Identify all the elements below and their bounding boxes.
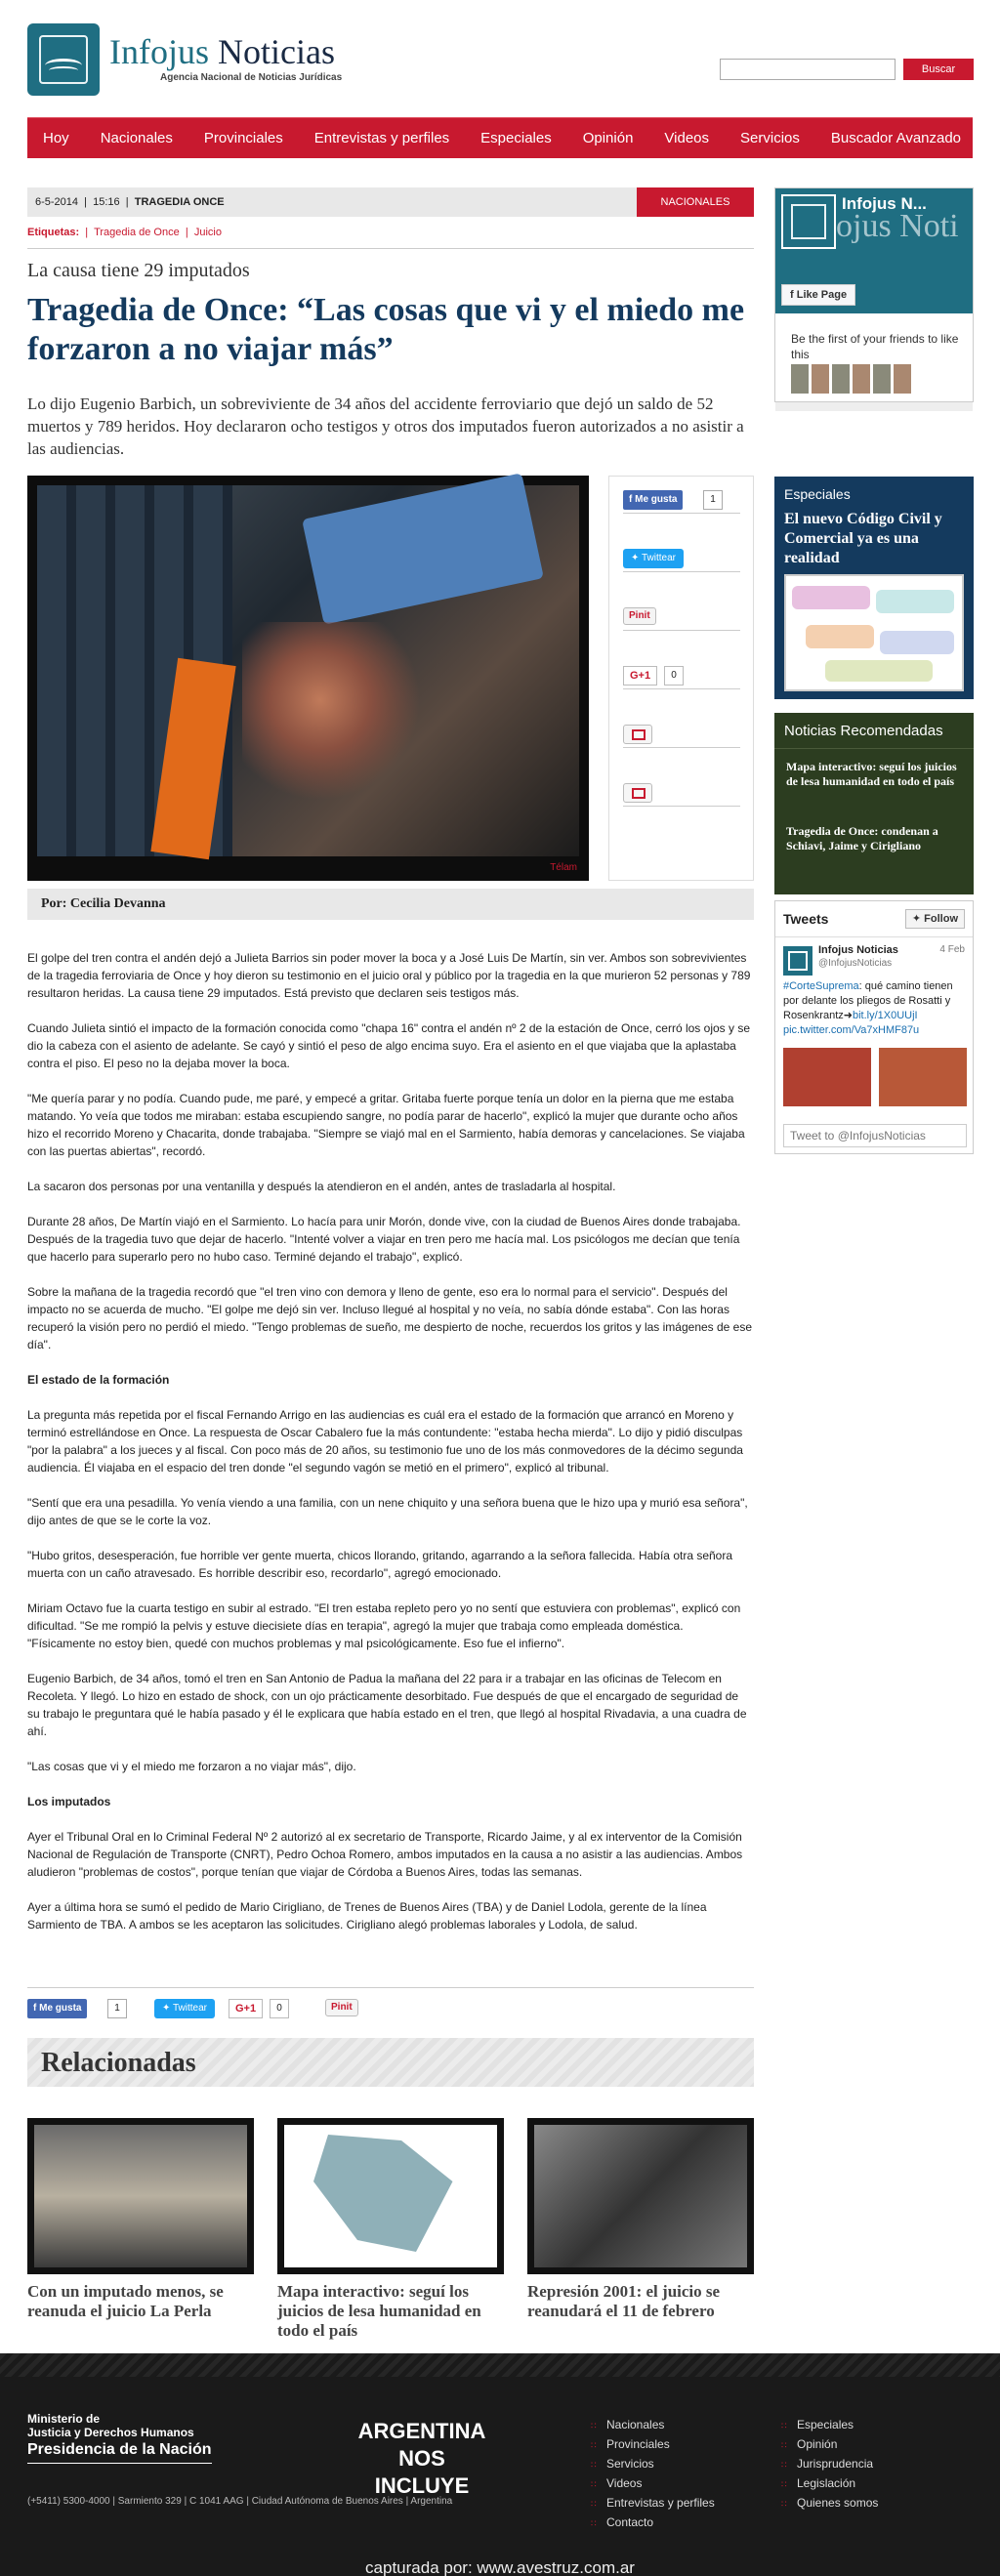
footer-link[interactable]: ∷ Contacto [591, 2515, 654, 2529]
tags-label: Etiquetas: [27, 227, 80, 238]
facebook-icon: f [33, 2003, 37, 2014]
share-column [608, 476, 754, 881]
share-print [623, 725, 740, 748]
facebook-like-button[interactable]: f Me gusta [623, 490, 683, 510]
share-email [623, 783, 740, 807]
facebook-like-count: 1 [107, 1999, 127, 2018]
tweet-avatar[interactable] [783, 946, 812, 976]
footer-link[interactable]: ∷ Servicios [591, 2457, 654, 2471]
twitter-bird-icon: ✦ [162, 2003, 171, 2014]
googleplus-button[interactable]: G+1 [229, 1999, 263, 2018]
site-logo[interactable] [27, 23, 389, 96]
related-thumbnail[interactable] [527, 2118, 754, 2274]
paragraph: Sobre la mañana de la tragedia recordó que "el tren vino con demora y lleno de gente, eso era lo normal para el servicio". Después del impacto no se acuerda de mucho. "El golpe me dejó sin ver. Incluso llegué al hospital y no veía, no sabía dónde estaba". Con las horas recuperó la visión pero no perdió el miedo. "Tengo problemas de sueño, me despierto de noche, recuerdos los gritos y las imágenes de ese día". [27, 1285, 753, 1351]
friends-like-text: Be the first of your friends to like this [791, 332, 959, 361]
subheading: El estado de la formación [27, 1373, 170, 1387]
main-nav [27, 117, 973, 158]
footer-link[interactable]: ∷ Opinión [781, 2437, 838, 2451]
googleplus-count: 0 [270, 1999, 289, 2018]
argentina-logo: ARGENTINA NOS INCLUYE [357, 2419, 486, 2498]
nav-item-buscador[interactable]: Buscador Avanzado [830, 130, 962, 146]
article-topic: TRAGEDIA ONCE [134, 196, 225, 208]
recommended-item[interactable]: Tragedia de Once: condenan a Schiavi, Jaime y Cirigliano [786, 824, 938, 852]
paragraph: "Sentí que era una pesadilla. Yo venía viendo a una familia, con un nene chiquito y una señora buena que le hizo upa y murió esa señora", dijo antes de que se le corte la voz. [27, 1496, 748, 1527]
author: Por: Cecilia Devanna [41, 896, 166, 911]
byline-bar [27, 889, 754, 920]
footer-link[interactable]: ∷ Especiales [781, 2418, 854, 2431]
email-button[interactable] [623, 783, 652, 803]
page-avatar [781, 194, 836, 249]
nav-item-videos[interactable]: Videos [664, 130, 710, 146]
facebook-page-widget [774, 187, 974, 402]
paragraph: "Me quería parar y no podía. Cuando pude, me paré, y empecé a gritar. Gritaba fuerte porque tenía un dolor en la pierna que me estaba matando. Yo veía que todos me miraban: estaba escupiendo sangre, no podía parar de hacerlo", explicó la mujer que durante ocho años hizo el recorrido Moreno y Chacarita, donde trabajaba. "Siempre se viajó mal en el Sarmiento, había demoras y cancelaciones. Se viajaba con las puertas abiertas", recordó. [27, 1092, 745, 1158]
ministry-logo[interactable]: Ministerio de Justicia y Derechos Humanos Presidencia de la Nación [27, 2412, 212, 2464]
like-page-button[interactable]: f Like Page [781, 284, 855, 306]
recommended-item[interactable]: Mapa interactivo: seguí los juicios de lesa humanidad en todo el país [786, 760, 957, 788]
paragraph: La sacaron dos personas por una ventanilla y después la atendieron en el andén, antes de trasladarla al hospital. [27, 1180, 616, 1193]
nav-item-nacionales[interactable]: Nacionales [100, 130, 173, 146]
share-googleplus [623, 666, 740, 689]
divider [27, 1987, 754, 1988]
pinit-button[interactable]: Pinit [623, 607, 656, 625]
envelope-icon [632, 788, 646, 799]
footer-link[interactable]: ∷ Nacionales [591, 2418, 665, 2431]
paragraph: Cuando Julieta sintió el impacto de la formación conocida como "chapa 16" contra el andén nº 2 de la estación de Once, cerró los ojos y se dio la cabeza con el asiento de adelante. Se cayó y sintió el peso de algo encima suyo. Era el asiento en el que viajaba que la aplastaba contra el piso. El peso no la dejaba mover la boca. [27, 1021, 750, 1070]
widget-scrollbar[interactable] [775, 401, 973, 411]
twitter-bird-icon: ✦ [911, 913, 922, 925]
share-twitter [623, 549, 740, 572]
tweet-button[interactable]: ✦ Twittear [154, 1999, 215, 2018]
article-date: 6-5-2014 [35, 196, 79, 208]
paragraph: Durante 28 años, De Martín viajó en el Sarmiento. Lo hacía para unir Morón, donde vive, con la ciudad de Buenos Aires donde trabajaba. Después de la tragedia tuvo que dejar de hacerlo. "Intenté volver a viajar en tren pero me hacía mal. Los psicólogos me decían que tenía que hacerlo para superarlo pero no hubo caso. Terminé dejando el trabajo", explicó. [27, 1215, 741, 1264]
especiales-box[interactable] [774, 477, 974, 699]
facebook-icon: f [629, 494, 633, 505]
tweet-photo[interactable] [783, 1048, 967, 1106]
footer-link[interactable]: ∷ Provinciales [591, 2437, 670, 2451]
googleplus-button[interactable]: G+1 [623, 666, 657, 686]
footer-links-col1 [591, 2416, 715, 2533]
paragraph: La pregunta más repetida por el fiscal Fernando Arrigo en las audiencias es cuál era el estado de la formación que arrancó en Moreno y terminó estrellándose en Once. La respuesta de Oscar Cabalero fue la más contundente: "estaba hecha mierda". Lo dijo y pidió disculpas "por la palabra" a los jueces y al fiscal. Con poco más de 20 años, su testimonio fue uno de los más conmovedores de la décimo segunda audiencia. Él viajaba en el espacio del tren donde "el segundo vagón se metió en el primero", explicó al tribunal. [27, 1408, 743, 1475]
tweet-to-input[interactable]: Tweet to @InfojusNoticias [783, 1124, 967, 1147]
tweet-date[interactable]: 4 Feb [939, 944, 965, 955]
nav-item-opinion[interactable]: Opinión [582, 130, 634, 146]
divider [27, 248, 754, 249]
article-meta: 6-5-2014 | 15:16 | TRAGEDIA ONCE [35, 196, 225, 208]
related-item[interactable] [527, 2118, 754, 2321]
tweet-link[interactable]: pic.twitter.com/Va7xHMF87u [783, 1024, 920, 1036]
footer-link[interactable]: ∷ Legislación [781, 2476, 856, 2490]
paragraph: El golpe del tren contra el andén dejó a Julieta Barrios sin poder mover la boca y a José Luis De Martín, sin ver. Ambos son sobrevivientes de la tragedia ferroviaria de Once y hoy dieron su testimonio en el juicio oral y público por la tragedia en la que murieron 52 personas y 789 resultaron heridas. La causa tiene 29 imputados. Está previsto que declaren seis testigos más. [27, 951, 751, 1000]
footer-links-col2 [781, 2416, 878, 2514]
related-title: Relacionadas [41, 2048, 196, 2078]
share-facebook [623, 490, 740, 514]
nav-item-servicios[interactable]: Servicios [740, 130, 800, 146]
search-input[interactable] [720, 59, 896, 80]
share-pinterest [623, 607, 740, 631]
paragraph: Ayer el Tribunal Oral en lo Criminal Federal Nº 2 autorizó al ex secretario de Transporte, Ricardo Jaime, y al ex interventor de la Comisión Nacional de Regulación de Transporte (CNRT), Pedro Ochoa Romero, ambos imputados en la causa a no asistir a las audiencias. Ambos aludieron "problemas de costos", porque tenían que viajar de Córdoba a Buenos Aires, todas las semanas. [27, 1830, 743, 1879]
facebook-like-button[interactable]: f Me gusta [27, 1999, 87, 2018]
article-lede: Lo dijo Eugenio Barbich, un sobreviviente de 34 años del accidente ferroviario que dejó un saldo de 52 muertos y 789 heridos. Hoy declararon ocho testigos y otros dos imputados fueron autorizados a no asistir a las audiencias. [27, 395, 744, 458]
related-headline[interactable]: Represión 2001: el juicio se reanudará el 11 de febrero [527, 2282, 721, 2320]
footer-link[interactable]: ∷ Videos [591, 2476, 643, 2490]
pinit-button[interactable]: Pinit [325, 1999, 358, 2016]
hashtag-link[interactable]: #CorteSuprema [783, 980, 859, 992]
printer-icon [632, 729, 646, 740]
footer-link[interactable]: ∷ Quienes somos [781, 2496, 879, 2510]
related-thumbnail[interactable] [277, 2118, 504, 2274]
section-badge[interactable]: NACIONALES [637, 187, 754, 217]
twitter-widget [774, 900, 974, 1154]
article-headline: Tragedia de Once: “Las cosas que vi y el miedo me forzaron a no viajar más” [27, 292, 745, 367]
paragraph: "Hubo gritos, desesperación, fue horrible ver gente muerta, chicos llorando, gritando, agarrando a la señora fallecida. Había otra señora muerta con un caño atravesado. Es horrible describir eso, recordarlo", agregó emocionado. [27, 1549, 733, 1580]
facebook-like-count: 1 [703, 490, 723, 510]
print-button[interactable] [623, 725, 652, 744]
nav-item-entrevistas[interactable]: Entrevistas y perfiles [313, 130, 450, 146]
follow-button[interactable]: ✦ Follow [905, 909, 965, 929]
nav-item-especiales[interactable]: Especiales [480, 130, 552, 146]
search-button[interactable]: Buscar [903, 59, 974, 80]
tweet-author[interactable]: Infojus Noticias [818, 944, 898, 956]
related-item[interactable] [277, 2118, 504, 2341]
facebook-page-name[interactable]: Infojus N... [842, 194, 927, 213]
paragraph: "Las cosas que vi y el miedo me forzaron a no viajar más", dijo. [27, 1760, 356, 1773]
article-meta-bar [27, 187, 754, 217]
footer-address: (+5411) 5300-4000 | Sarmiento 329 | C 1041 AAG | Ciudad Autónoma de Buenos Aires | Argentina [27, 2496, 453, 2507]
article-photo[interactable] [27, 476, 589, 881]
capture-credit: capturada por: www.avestruz.com.ar [365, 2558, 635, 2576]
related-thumbnail[interactable] [27, 2118, 254, 2274]
site-footer [0, 2353, 1000, 2576]
especiales-image[interactable] [784, 574, 964, 691]
tweet-text: #CorteSuprema: qué camino tienen por delante los pliegos de Rosatti y Rosenkrantz➜bit.ly/1X0UUjI pic.twitter.com/Va7xHMF87u [783, 980, 953, 1036]
especiales-label: Especiales [784, 486, 851, 502]
tweet-handle: @InfojusNoticias [818, 958, 893, 969]
recommended-box [774, 713, 974, 894]
tag-link[interactable]: Juicio [193, 227, 222, 238]
paragraph: Eugenio Barbich, de 34 años, tomó el tren en San Antonio de Padua la mañana del 22 para ir a trabajar en las oficinas de Telecom en Recoleta. Y llegó. Lo hizo en estado de shock, con un ojo prácticamente desorbitado. Fue después de que el encargado de seguridad de su trabajo le preguntara qué le había pasado y él le explicara que había estado en el tren, que llegó al hospital Rivadavia, a una cuadra de ahí. [27, 1672, 747, 1738]
paragraph: Miriam Octavo fue la cuarta testigo en subir al estrado. "El tren estaba repleto pero yo no sentí que estuviera con problemas", explicó con dificultad. "Se me rompió la pelvis y estuve diecisiete días en terapia", agregó la mujer que trabaja como empleada doméstica. "Físicamente no estoy bien, quedé con muchos problemas y mal psicológicamente. Eso fue el infierno". [27, 1601, 741, 1650]
nav-item-provinciales[interactable]: Provinciales [203, 130, 283, 146]
article-time: 15:16 [93, 196, 120, 208]
photo-credit: Télam [550, 862, 577, 873]
paragraph: Ayer a última hora se sumó el pedido de Mario Cirigliano, de Trenes de Buenos Aires (TBA) y de Daniel Lodola, gerente de la línea Sarmiento de TBA. A ambos se les aceptaron las solicitudes. Cirigliano alegó problemas laborales y Lodola, de salud. [27, 1900, 707, 1932]
book-logo-icon [27, 23, 100, 96]
twitter-bird-icon: ✦ [631, 553, 640, 563]
bottom-share-bar [27, 1999, 754, 2022]
subheading: Los imputados [27, 1795, 111, 1808]
related-headline[interactable]: Mapa interactivo: seguí los juicios de lesa humanidad en todo el país [277, 2282, 481, 2340]
logo-wordmark: Infojus Noticias [109, 32, 335, 71]
tweet-link[interactable]: bit.ly/1X0UUjI [852, 1010, 918, 1021]
related-headline[interactable]: Con un imputado menos, se reanuda el juicio La Perla [27, 2282, 224, 2320]
recommended-label: Noticias Recomendadas [784, 723, 943, 739]
facebook-icon: f [790, 289, 794, 301]
googleplus-count: 0 [664, 666, 684, 686]
logo-subtitle: Agencia Nacional de Noticias Jurídicas [160, 72, 343, 83]
tag-list: Etiquetas: | Tragedia de Once | Juicio [27, 227, 222, 238]
footer-link[interactable]: ∷ Jurisprudencia [781, 2457, 874, 2471]
related-item[interactable] [27, 2118, 254, 2321]
tweet-button[interactable]: ✦ Twittear [623, 549, 684, 568]
especiales-title[interactable]: El nuevo Código Civil y Comercial ya es una realidad [784, 511, 942, 566]
site-header [0, 0, 1000, 112]
tag-link[interactable]: Tragedia de Once [94, 227, 180, 238]
tweets-title: Tweets [783, 911, 829, 927]
footer-link[interactable]: ∷ Entrevistas y perfiles [591, 2496, 715, 2510]
facebook-cover[interactable] [775, 188, 973, 313]
related-header [27, 2038, 754, 2087]
article-kicker: La causa tiene 29 imputados [27, 260, 250, 281]
cover-text: ojus Noti [836, 208, 959, 244]
friend-avatars [791, 364, 928, 394]
nav-item-hoy[interactable]: Hoy [43, 130, 69, 146]
article-body [27, 949, 754, 1951]
